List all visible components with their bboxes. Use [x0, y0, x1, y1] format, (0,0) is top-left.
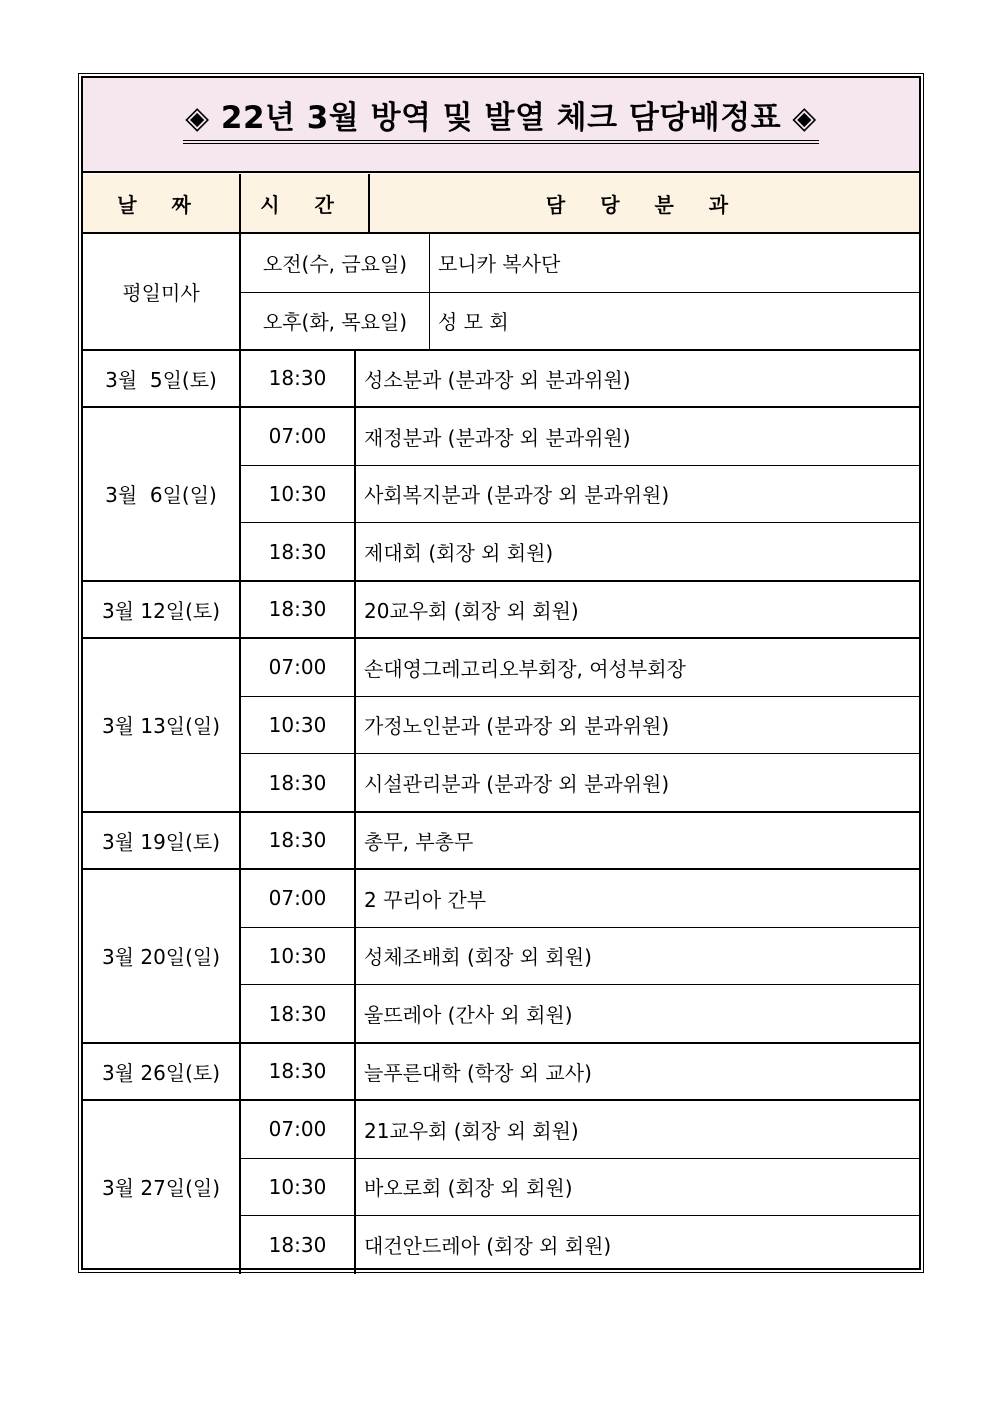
time-cell: 18:30 — [268, 1232, 327, 1257]
time-cell: 10:30 — [268, 1174, 327, 1199]
date-cell: 3월 19일(토) — [101, 829, 221, 854]
header-divider-date — [239, 174, 241, 232]
group-cell: 성체조배회 (회장 외 회원) — [364, 945, 592, 970]
time-cell: 18:30 — [268, 539, 327, 564]
time-cell: 18:30 — [268, 1059, 327, 1084]
date-cell: 3월 6일(일) — [105, 483, 217, 508]
time-cell: 07:00 — [268, 1117, 327, 1142]
date-cell: 3월 5일(토) — [105, 367, 217, 392]
group-cell: 총무, 부총무 — [364, 829, 474, 854]
group-cell: 대건안드레아 (회장 외 회원) — [364, 1234, 612, 1259]
time-cell: 07:00 — [268, 655, 327, 680]
time-cell: 18:30 — [268, 828, 327, 853]
group-cell: 성소분과 (분과장 외 분과위원) — [364, 367, 631, 392]
group-cell: 늘푸른대학 (학장 외 교사) — [364, 1060, 592, 1085]
time-cell: 07:00 — [268, 424, 327, 449]
date-cell: 3월 12일(토) — [101, 598, 221, 623]
time-cell: 10:30 — [268, 943, 327, 968]
date-cell: 3월 13일(일) — [101, 714, 221, 739]
date-cell: 3월 20일(일) — [101, 945, 221, 970]
group-cell: 시설관리분과 (분과장 외 분과위원) — [364, 772, 670, 797]
group-cell: 21교우회 (회장 외 회원) — [364, 1118, 579, 1143]
group-cell: 2 꾸리아 간부 — [364, 887, 487, 912]
weekday-mass-label: 평일미사 — [122, 281, 200, 306]
date-cell: 3월 27일(일) — [101, 1176, 221, 1201]
date-cell: 3월 26일(토) — [101, 1060, 221, 1085]
weekday-time-cell: 오후(화, 목요일) — [262, 310, 408, 335]
time-cell: 10:30 — [268, 481, 327, 506]
group-cell: 20교우회 (회장 외 회원) — [364, 598, 579, 623]
time-cell: 07:00 — [268, 886, 327, 911]
header-time: 시 간 — [240, 174, 368, 232]
time-cell: 18:30 — [268, 366, 327, 391]
group-cell: 손대영그레고리오부회장, 여성부회장 — [364, 656, 686, 681]
group-cell: 바오로회 (회장 외 회원) — [364, 1176, 573, 1201]
weekday-time-cell: 오전(수, 금요일) — [262, 252, 408, 277]
group-cell: 가정노인분과 (분과장 외 분과위원) — [364, 714, 670, 739]
group-cell: 재정분과 (분과장 외 분과위원) — [364, 425, 631, 450]
header-group: 담 당 분 과 — [369, 174, 919, 232]
page-title: ◈ 22년 3월 방역 및 발열 체크 담당배정표 ◈ — [183, 98, 818, 144]
weekday-group-cell: 모니카 복사단 — [438, 252, 561, 277]
header-divider-time — [368, 174, 370, 232]
weekday-group-cell: 성 모 회 — [438, 310, 509, 335]
group-cell: 사회복지분과 (분과장 외 분과위원) — [364, 483, 670, 508]
group-cell: 제대회 (회장 외 회원) — [364, 541, 554, 566]
group-cell: 울뜨레아 (간사 외 회원) — [364, 1003, 573, 1028]
time-cell: 18:30 — [268, 597, 327, 622]
time-cell: 18:30 — [268, 770, 327, 795]
time-cell: 18:30 — [268, 1001, 327, 1026]
time-cell: 10:30 — [268, 712, 327, 737]
title-banner — [83, 78, 919, 173]
page-title-wrap — [83, 98, 919, 144]
header-date: 날 짜 — [83, 174, 239, 232]
